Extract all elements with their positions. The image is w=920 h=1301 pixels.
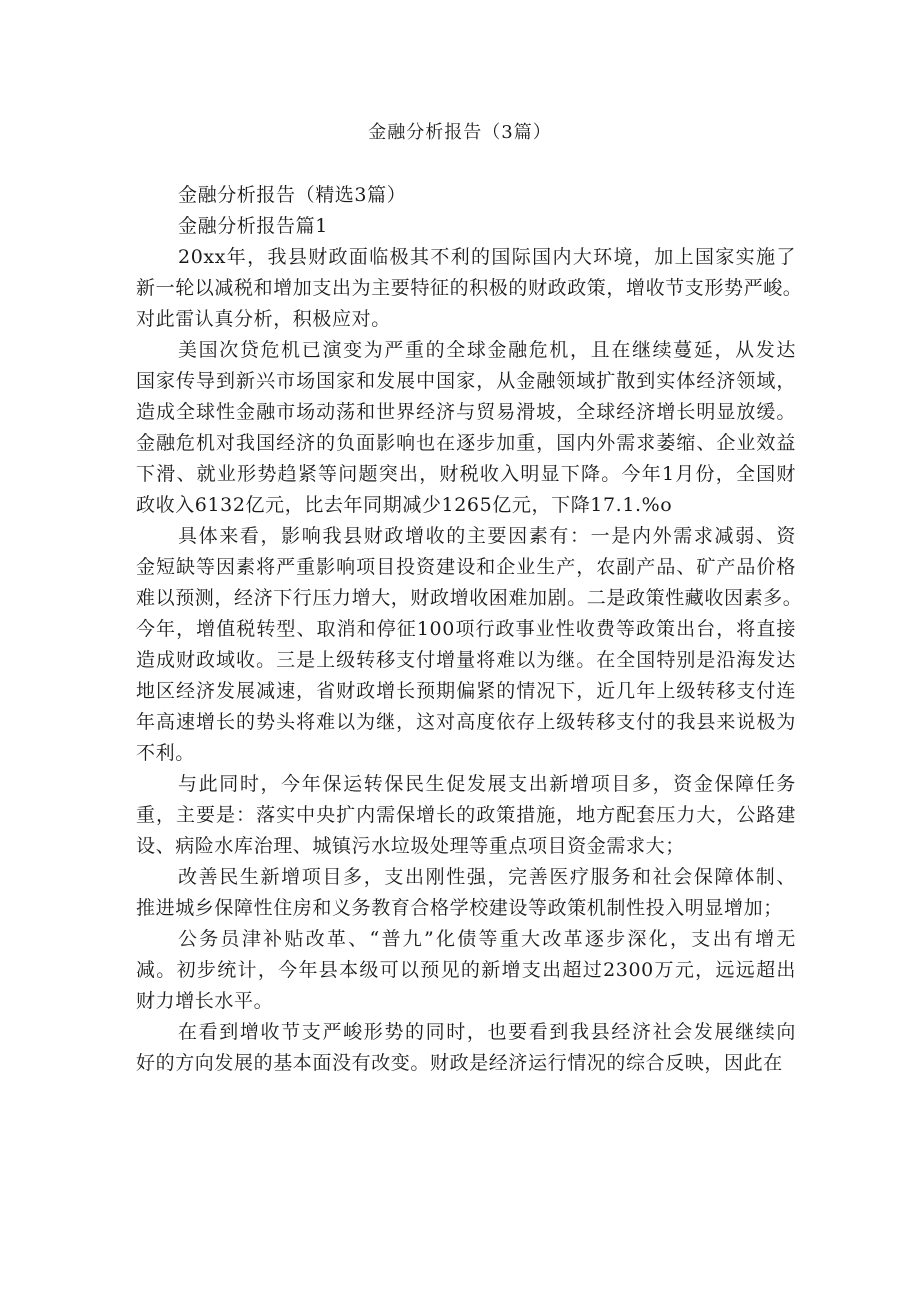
paragraph-line: 具体来看，影响我县财政增收的主要因素有：一是内外需求减弱、资 [178,525,796,547]
paragraph-line: 20xx年，我县财政面临极其不利的国际国内大环境，加上国家实施了 [178,246,796,268]
paragraph-list [136,242,803,1079]
paragraph-line: 在看到增收节支严峻形势的同时，也要看到我县经济社会发展继续向 [178,1021,796,1043]
paragraph [136,862,796,924]
paragraph [136,924,796,1017]
paragraph-line: 造成全球性金融市场动荡和世界经济与贸易滑坡，全球经济增长明显放缓。 [136,401,796,423]
paragraph-line: 年高速增长的势头将难以为继，这对高度依存上级转移支付的我县来说极为 [136,711,796,733]
paragraph [136,769,796,862]
paragraph-line: 下滑、就业形势趋紧等问题突出，财税收入明显下降。今年1月份，全国财 [136,463,796,485]
document-title: 金融分析报告（3篇） [368,122,552,143]
paragraph-line: 美国次贷危机已演变为严重的全球金融危机，且在继续蔓延，从发达 [178,339,796,361]
paragraph-line: 国家传导到新兴市场国家和发展中国家，从金融领域扩散到实体经济领域， [136,370,796,392]
paragraph-line: 金融危机对我国经济的负面影响也在逐步加重，国内外需求萎缩、企业效益 [136,432,796,454]
paragraph-line: 重，主要是：落实中央扩内需保增长的政策措施，地方配套压力大，公路建 [136,804,796,826]
paragraph [136,242,803,335]
paragraph-line: 不利。 [136,742,195,764]
paragraph [136,521,803,769]
paragraph-line: 推进城乡保障性住房和义务教育合格学校建设等政策机制性投入明显增加； [136,897,783,919]
document-body [136,180,803,1079]
paragraph-line: 难以预测，经济下行压力增大，财政增收困难加剧。二是政策性藏收因素多。 [136,587,803,609]
paragraph-line: 财力增长水平。 [136,990,274,1012]
paragraph [136,335,796,521]
paragraph-line: 政收入6132亿元，比去年同期减少1265亿元，下降17.1.%o [136,494,673,516]
paragraph-line: 地区经济发展减速，省财政增长预期偏紧的情况下，近几年上级转移支付连 [136,680,796,702]
paragraph-line: 今年，增值税转型、取消和停征100项行政事业性收费等政策出台，将直接 [136,618,796,640]
paragraph [136,1017,796,1079]
paragraph-line: 对此雷认真分析，积极应对。 [136,308,391,330]
paragraph-line: 减。初步统计，今年县本级可以预见的新增支出超过2300万元，远远超出 [136,959,796,981]
paragraph-line: 与此同时，今年保运转保民生促发展支出新增项目多，资金保障任务 [178,773,796,795]
paragraph-line: 设、病险水库治理、城镇污水垃圾处理等重点项目资金需求大； [136,835,685,857]
paragraph-line: 好的方向发展的基本面没有改变。财政是经济运行情况的综合反映，因此在 [136,1052,783,1074]
paragraph-line: 金短缺等因素将严重影响项目投资建设和企业生产，农副产品、矿产品价格 [136,556,796,578]
section-heading: 金融分析报告篇1 [178,215,328,237]
paragraph-line: 新一轮以减税和增加支出为主要特征的积极的财政政策，增收节支形势严峻。 [136,277,803,299]
document-subtitle: 金融分析报告（精选3篇） [178,184,407,206]
paragraph-line: 改善民生新增项目多，支出刚性强，完善医疗服务和社会保障体制、 [178,866,796,888]
paragraph-line: 公务员津补贴改革、“普九”化债等重大改革逐步深化，支出有增无 [178,928,796,950]
paragraph-line: 造成财政域收。三是上级转移支付增量将难以为继。在全国特别是沿海发达 [136,649,796,671]
